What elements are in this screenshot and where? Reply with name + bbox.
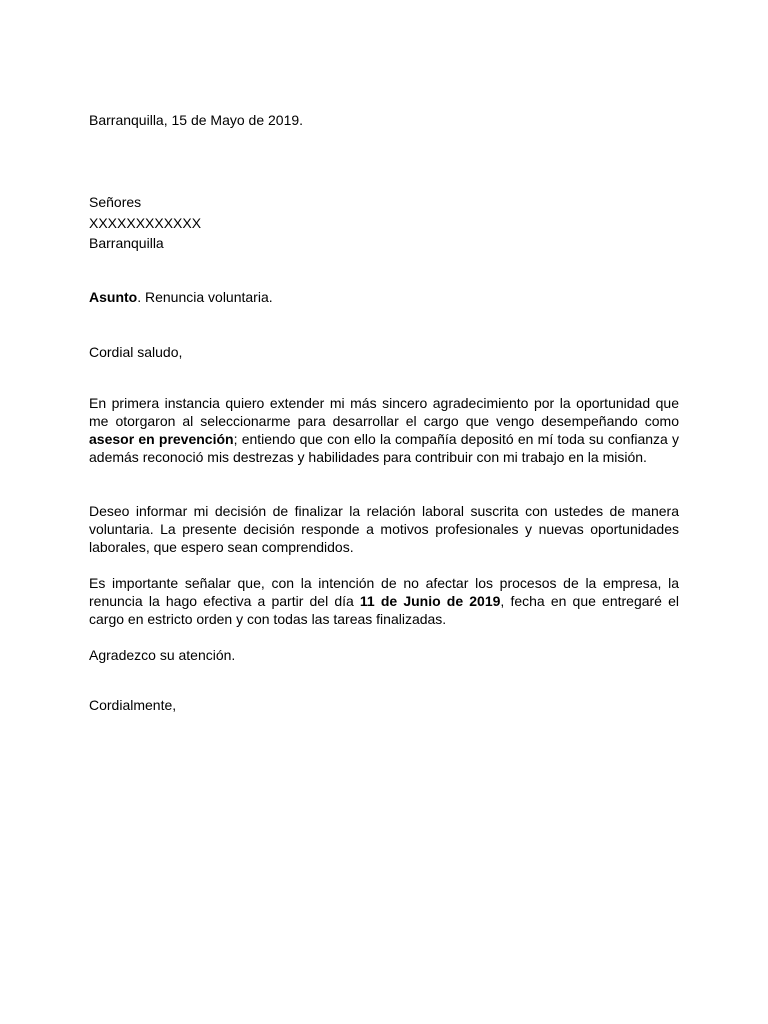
paragraph1-part1: En primera instancia quiero extender mi más sincero agradecimiento por la oportunidad que me otorgaron al seleccionarme para desarrollar el cargo que vengo desempeñando como xyxy=(89,395,679,429)
paragraph-effective-date xyxy=(89,574,679,628)
paragraph-gratitude xyxy=(89,394,679,466)
recipient-city: Barranquilla xyxy=(89,235,164,251)
recipient-name: XXXXXXXXXXXX xyxy=(89,214,202,231)
paragraph-decision: Deseo informar mi decisión de finalizar la relación laboral suscrita con ustedes de manera voluntaria. La presente decisión responde a motivos profesionales y nuevas oportunidades laborales, que espero sean comprendidos. xyxy=(89,503,679,555)
paragraph1-part2: ; entiendo que con ello la compañía depositó en mí toda su confianza y además reconoció mis destrezas y habilidades para contribuir con mi trabajo en la misión. xyxy=(89,431,680,465)
subject-text: . Renuncia voluntaria. xyxy=(137,289,273,305)
closing-line: Cordialmente, xyxy=(89,697,177,713)
recipient-salutation: Señores xyxy=(89,194,142,210)
subject-line xyxy=(89,288,679,306)
job-title: asesor en prevención xyxy=(89,431,234,447)
thanks-line: Agradezco su atención. xyxy=(89,647,236,663)
greeting: Cordial saludo, xyxy=(89,344,183,360)
paragraph3-part1: Es importante señalar que, con la intención de no afectar los procesos de la empresa, la renuncia la hago efectiva a partir del día xyxy=(89,575,679,609)
subject-label: Asunto xyxy=(89,289,138,305)
effective-date: 11 de Junio de 2019 xyxy=(359,593,501,609)
paragraph3-part2: , fecha en que entregaré el cargo en estricto orden y con todas las tareas finalizadas. xyxy=(89,593,680,627)
recipient-block xyxy=(89,192,679,254)
date-line: Barranquilla, 15 de Mayo de 2019. xyxy=(89,112,304,128)
